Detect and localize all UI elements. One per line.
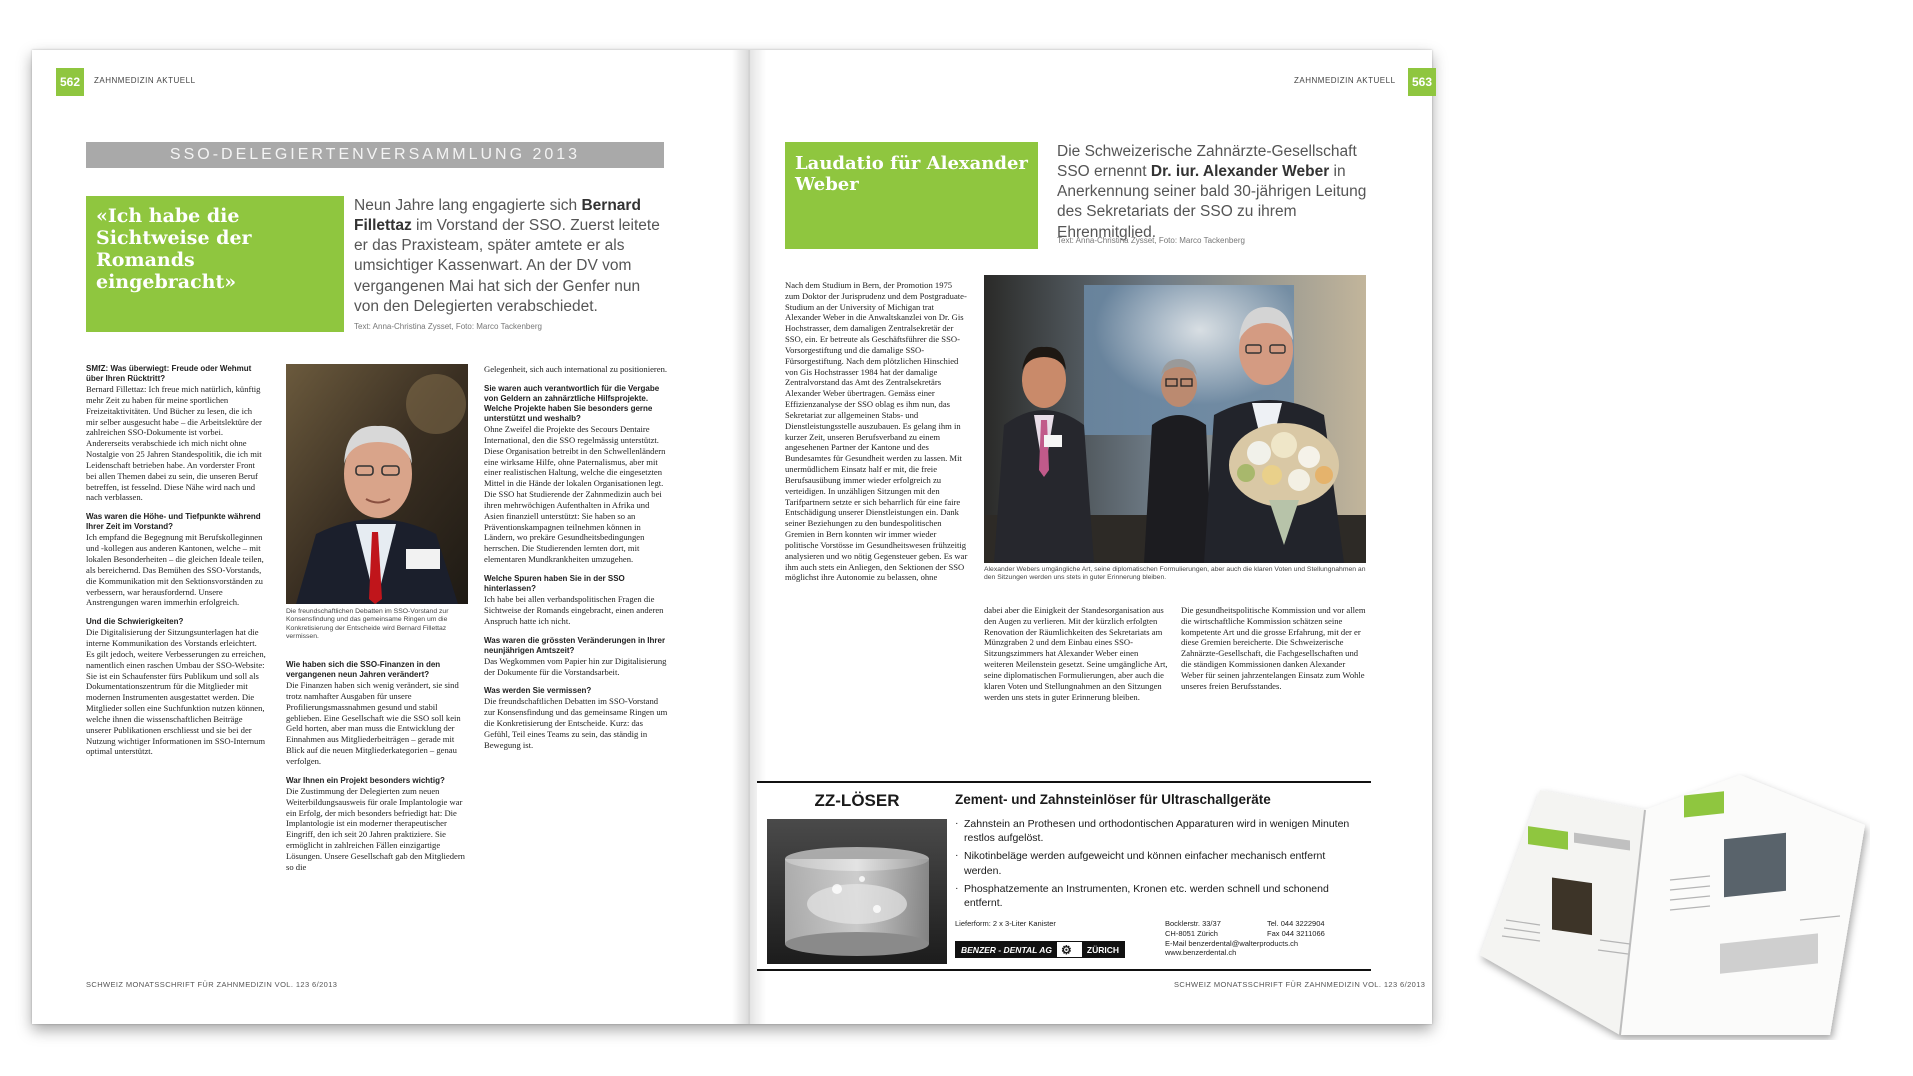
laudatio-column-3 xyxy=(1181,605,1366,701)
ad-delivery: Lieferform: 2 x 3-Liter Kanister xyxy=(955,919,1056,928)
interview-column-2 xyxy=(286,660,468,881)
ad-logo-mark: ⚙ xyxy=(1060,942,1072,957)
headline-box-right xyxy=(785,142,1038,249)
running-head-right: ZAHNMEDIZIN AKTUELL xyxy=(1294,76,1396,85)
photo-illustration xyxy=(286,364,468,604)
intro-left-name: Bernard Fillettaz xyxy=(354,197,641,235)
qa-block xyxy=(86,512,266,608)
photo-illustration xyxy=(984,275,1366,563)
headline-right: Laudatio für Alexander Weber xyxy=(795,153,1028,195)
headline-box-left xyxy=(86,196,344,332)
page-number-left: 562 xyxy=(56,68,84,96)
answer: Die Finanzen haben sich wenig verändert, sie sind trotz namhafter Ausgaben für unsere Profilierungsmassnahmen gesund und stabil geblieben. Eine Gesellschaft wie die SSO soll kein Geld horten, aber man muss die Entwicklung der Einnahmen aus Mitgliederbeiträgen – gerade mit Blick auf die neuen Mitgliederkategorien – genau verfolgen. xyxy=(286,680,461,766)
laudatio-column-2 xyxy=(984,605,1168,711)
interview-column-1 xyxy=(86,364,266,766)
ad-web: www.benzerdental.ch xyxy=(1165,948,1237,958)
answer: Ohne Zweifel die Projekte des Secours Dentaire International, den die SSO regelmässig unterstützt. Diese Organisation betreibt in den Schwellenländern eine wirksame Hilfe, ohne Paternalismus, aber mit einer realistischen Haltung, welche die eingesetzten Mittel in die Hände der lokalen Organisationen legt. Die SSO hat Studierende der Zahnmedizin auch bei ihren mehrwöchigen Aufenthalten in Afrika und Asien finanziell unterstützt: Sie haben so an Präventionskampagnen teilnehmen können in Ländern, wo prekäre Gesundheitsbedingungen herrschen. Die Studierenden lernten dort, mit elementaren Mundkrankheiten umzugehen. xyxy=(484,424,666,565)
footer-left: SCHWEIZ MONATSSCHRIFT FÜR ZAHNMEDIZIN VOL. 123 6/2013 xyxy=(86,980,338,989)
magazine-thumbnail-illustration xyxy=(1470,770,1870,1040)
intro-left-text-1: Neun Jahre lang engagierte sich xyxy=(354,197,582,214)
question: Und die Schwierigkeiten? xyxy=(86,617,184,627)
answer: Das Wegkommen vom Papier hin zur Digitalisierung der Dokumente für die Vorstandsarbeit. xyxy=(484,655,667,677)
qa-block xyxy=(484,686,669,750)
answer: Ich habe bei allen verbandspolitischen Fragen die Sichtweise der Romands eingebracht, einen anderen Anspruch hatte ich nicht. xyxy=(484,594,664,626)
photo-caption-left: Die freundschaftlichen Debatten im SSO-Vorstand zur Konsensfindung und das gemeinsame Ringen um die Konkretisierung der Entscheide wird Bernard Fillettaz vermissen. xyxy=(286,608,449,641)
ad-phone xyxy=(1267,919,1325,939)
magazine-thumbnail xyxy=(1470,770,1870,1040)
answer: Gelegenheit, sich auch international zu positionieren. xyxy=(484,364,668,374)
beaker-illustration xyxy=(767,819,947,964)
ad-fax: Fax 044 3211066 xyxy=(1267,928,1325,938)
answer: Ich empfand die Begegnung mit Berufskolleginnen und -kollegen aus anderen Kantonen, welche – mit lokalen Besonderheiten – die gleichen Ideale teilen, als bereichernd. Das Bemühen des SSO-Vorstands, die Kommunikation mit den Sektionsvorständen zu verbessern, war herausfordernd. Unsere Anstrengungen waren immerhin erfolgreich. xyxy=(86,532,264,608)
intro-right xyxy=(1057,142,1382,243)
ad-bullet: · Phosphatzemente an Instrumenten, Kronen etc. werden schnell und schonend entfernt. xyxy=(955,882,1355,910)
qa-block xyxy=(286,776,468,873)
ad-brand: ZZ-LÖSER xyxy=(814,791,900,810)
intro-right-text-1: Die Schweizerische Zahnärzte-Gesellschaft SSO ernennt xyxy=(1057,143,1357,181)
qa-block xyxy=(484,364,669,375)
photo-caption-right: Alexander Webers umgängliche Art, seine diplomatischen Formulierungen, aber auch die klaren Voten und Stellungnahmen an den Sitzungen werden uns stets in guter Erinnerung bleiben. xyxy=(984,566,1366,582)
ad-email: E-Mail benzerdental@walterproducts.ch xyxy=(1165,938,1299,948)
ad-logo-name: BENZER - DENTAL AG xyxy=(956,942,1057,957)
question: SMfZ: Was überwiegt: Freude oder Wehmut über Ihren Rücktritt? xyxy=(86,364,252,384)
kicker-bar: SSO-DELEGIERTENVERSAMMLUNG 2013 xyxy=(86,142,664,168)
question: Wie haben sich die SSO-Finanzen in den vergangenen neun Jahren verändert? xyxy=(286,660,441,680)
ad-product-photo xyxy=(767,819,947,964)
question: War Ihnen ein Projekt besonders wichtig? xyxy=(286,775,445,785)
intro-left xyxy=(354,196,669,317)
intro-right-text-2: in Anerkennung seiner bald 30-jährigen Leitung des Sekretariats der SSO zu ihrem Ehrenmitglied. xyxy=(1057,163,1367,241)
answer: Die freundschaftlichen Debatten im SSO-Vorstand zur Konsensfindung und das gemeinsame Ringen um die Konkretisierung der Entscheide. Kurz: das Gefühl, Teil eines Teams zu sein, das ständig in Bewegung ist. xyxy=(484,696,668,750)
group-photo-weber xyxy=(984,275,1366,563)
ad-address-street: Bocklerstr. 33/37 xyxy=(1165,919,1221,928)
laudatio-text-2: dabei aber die Einigkeit der Standesorganisation aus den Augen zu verlieren. Mit der kürzlich erfolgten Renovation der Räumlichkeiten des Sekretariats am Münzgraben 2 und dem Einbau eines SSO-Sitzungszimmers hat Alexander Weber einen weiteren Meilenstein gesetzt. Seine umgängliche Art, seine diplomatischen Formulierungen, aber auch die klaren Voten und Stellungnahmen an den Sitzungen werden uns stets in guter Erinnerung bleiben. xyxy=(984,605,1168,702)
headline-left: «Ich habe die Sichtweise der Romands eingebracht» xyxy=(96,205,252,293)
footer-right: SCHWEIZ MONATSSCHRIFT FÜR ZAHNMEDIZIN VOL. 123 6/2013 xyxy=(1174,980,1426,989)
interview-column-3 xyxy=(484,364,669,760)
answer: Die Digitalisierung der Sitzungsunterlagen hat die interne Kommunikation des Vorstands erleichtert. Es gilt jedoch, weitere Verbesserungen zu erreichen, namentlich einen raschen Umbau der SSO-Website: Sie ist ein Schaufenster fürs Publikum und soll als Dokumentationszentrum für die Mitglieder mit modernen Instrumenten ausgestattet werden. Die Mitglieder sollen eine Suchfunktion nutzen können, welche ihnen die wissenschaftlichen Beiträge unserer Publikationen erschliesst und sie bei der Nutzung wichtiger Informationen im SSO-Internum optimal unterstützt. xyxy=(86,627,266,757)
laudatio-column-1 xyxy=(785,280,968,592)
credit-right: Text: Anna-Christina Zysset, Foto: Marco Tackenberg xyxy=(1057,236,1245,245)
question: Was waren die Höhe- und Tiefpunkte während Ihrer Zeit im Vorstand? xyxy=(86,512,261,532)
ad-title: Zement- und Zahnsteinlöser für Ultraschallgeräte xyxy=(955,792,1271,807)
answer: Die Zustimmung der Delegierten zum neuen Weiterbildungsausweis für orale Implantologie war ein Erfolg, der mich besonders befriedigt hat: Die Implantologie ist ein moderner therapeutischer Eingriff, den ich seit 20 Jahren praktiziere. Sie ermöglicht in zahlreichen Fällen einzigartige Lösungen. Unsere Gesellschaft gab den Mitgliedern so die xyxy=(286,785,465,872)
answer: Bernard Fillettaz: Ich freue mich natürlich, künftig mehr Zeit zu haben für meine sportlichen Freizeitaktivitäten. Und Bücher zu lesen, die ich mir selber ausgesucht habe – die Arbeitslektüre der zahlreichen SSO-Dokumente ist vorbei. Andererseits verabschiede ich mich nicht ohne Nostalgie von 25 Jahren Standespolitik, die ich mit Leidenschaft betrieben habe. An vorderster Front bei allen Themen dabei zu sein, die unseren Beruf betreffen, ist fesselnd. Diese Nähe wird nach und nach verblassen. xyxy=(86,384,262,503)
ad-bullet-list xyxy=(955,817,1355,914)
credit-left: Text: Anna-Christina Zysset, Foto: Marco Tackenberg xyxy=(354,322,542,331)
ad-bullet: · Zahnstein an Prothesen und orthodontischen Apparaturen wird in wenigen Minuten restlos aufgelöst. xyxy=(955,817,1355,845)
qa-block xyxy=(484,636,669,678)
portrait-photo-fillettaz xyxy=(286,364,468,604)
question: Sie waren auch verantwortlich für die Vergabe von Geldern an zahnärztliche Hilfsprojekte. Welche Projekte haben Sie besonders gerne unterstützt und weshalb? xyxy=(484,383,660,424)
advertisement-zz-loeser xyxy=(757,781,1371,971)
running-head-left: ZAHNMEDIZIN AKTUELL xyxy=(94,76,196,85)
laudatio-text-3: Die gesundheitspolitische Kommission und vor allem die wirtschaftliche Kommission schätzen seine kompetente Art und die grosse Erfahrung, mit der er diese Gremien bereicherte. Die Schweizerische Zahnärzte-Gesellschaft, die Fachgesellschaften und die ständigen Kommissionen danken Alexander Weber für seinen jahrzentelangen Einsatz zum Wohle unseres freien Berufsstandes. xyxy=(1181,605,1366,691)
ad-address-city: CH-8051 Zürich xyxy=(1165,928,1218,938)
intro-left-text-2: im Vorstand der SSO. Zuerst leitete er das Praxisteam, später amtete er als umsichtiger Kassenwart. An der DV vom vergangenen Mai hat sich der Genfer nun von den Delegierten verabschiedet. xyxy=(354,217,660,315)
qa-block xyxy=(86,617,266,757)
qa-block xyxy=(286,660,468,767)
question: Was waren die grössten Veränderungen in Ihrer neunjährigen Amtszeit? xyxy=(484,635,666,655)
laudatio-text-1: Nach dem Studium in Bern, der Promotion 1975 zum Doktor der Jurisprudenz und dem Postgraduate-Studium an der University of Michigan trat Alexander Weber in die Anwaltskanzlei von Dr. Gis Hochstrasser, dem damaligen Zentralsekretär der SSO, ein. Er betreute als Geschäftsführer die SSO-Vorsorgestiftung und die damalige SSO-Fürsorgestiftung. Nach dem plötzlichen Hinschied von Gis Hochstrasser 1984 hat der damalige Zentralvorstand das Amt des Zentralsekretärs Alexander Weber übertragen. Gemäss einer Effizienzanalyse der SSO oblag es ihm nun, das Sekretariat zur allgemeinen Stabs- und Dienstleistungsstelle auszubauen. Es gelang ihm in kurzer Zeit, unseren Berufsverband zu einem angesehenen Partner der Kantone und des Bundesamtes für Gesundheit werden zu lassen. Mit unermüdlichem Einsatz half er mit, die freie Berufsausübung immer wieder erfolgreich zu verteidigen. In unzähligen Sitzungen mit den Tarifpartnern setzte er sich beharrlich für eine faire Entschädigung unserer Dienstleistungen ein. Dank seiner Beziehungen zu den bundespolitischen Gremien in Bern konnten wir immer wieder politische Vorstösse im Gesundheitswesen frühzeitig analysieren und wo nötig Gegensteuer geben. Es war ihm auch stets ein Anliegen, den Sektionen der SSO möglichst ihre Autonomie zu belassen, ohne xyxy=(785,280,968,583)
question: Was werden Sie vermissen? xyxy=(484,686,592,696)
qa-block xyxy=(86,364,266,503)
left-page xyxy=(32,50,732,1024)
qa-block xyxy=(484,384,669,565)
ad-tel: Tel. 044 3222904 xyxy=(1267,919,1325,928)
ad-company-logo xyxy=(955,941,1125,958)
question: Welche Spuren haben Sie in der SSO hinterlassen? xyxy=(484,573,625,593)
intro-right-name: Dr. iur. Alexander Weber xyxy=(1150,163,1330,181)
qa-block xyxy=(484,574,669,627)
page-number-right: 563 xyxy=(1408,68,1436,96)
ad-logo-city: ZÜRICH xyxy=(1082,942,1124,957)
ad-bullet: · Nikotinbeläge werden aufgeweicht und können einfacher mechanisch entfernt werden. xyxy=(955,849,1355,877)
